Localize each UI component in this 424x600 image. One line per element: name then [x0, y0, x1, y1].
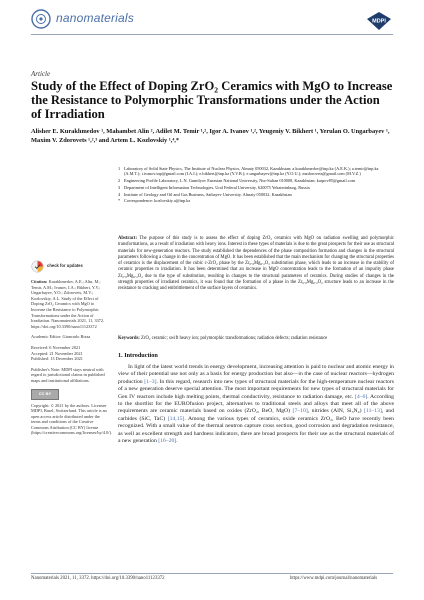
- intro-text: . Among the various types of ceramics, oxide ceramics ZrO₂, BeO have recently been recognized. With a small value of the thermal neutron capture cross section, good corrosion and degradation resistance, as well as excellent strength and hardness indicators, there are broad prospects for their use as the structural materials of a new generation: [118, 415, 394, 445]
- affiliation-mark: 4: [118, 191, 121, 197]
- journal-name[interactable]: nanomaterials: [56, 11, 134, 25]
- accepted-date: Accepted: 21 November 2021: [31, 350, 83, 356]
- article-title: Study of the Effect of Doping ZrO₂ Ceramics with MgO to Increase the Resistance to Polymorphic Transformations under the Action of Irradiation: [31, 79, 393, 122]
- keywords-text: ZrO₂ ceramic; swift heavy ion; polymorphic transformations; radiation defects; radiation resistance: [141, 336, 328, 341]
- intro-text: . According to the shortlist for the EUROfusion project, alternatives to traditional steels and alloys that meet all of the above requirements are ceramic materials based on oxides (ZrO₂, BeO, MgO): [118, 393, 394, 415]
- keywords-label: Keywords:: [118, 336, 140, 341]
- affiliation-text: Department of Intelligent Information Technologies, Ural Federal University, 620075 Yekaterinburg, Russia: [124, 184, 310, 190]
- published-date: Published: 13 December 2021: [31, 356, 83, 362]
- affiliation-mark: 2: [118, 178, 121, 183]
- intro-text: . In this regard, research into new types of structural materials for the high-temperature nuclear reactors of a new generation deserve special attention. The most important requirements for new types of structural materials for Gen IV reactors include high melting points, thermal conductivity, resistance to radiation damage, etc.: [118, 378, 394, 400]
- footer-journal-link[interactable]: https://www.mdpi.com/journal/nanomaterials: [290, 576, 378, 581]
- citation-link[interactable]: [14,15]: [167, 415, 185, 422]
- citation-link[interactable]: [16–20]: [158, 438, 177, 445]
- section-heading: 1. Introduction: [118, 352, 158, 359]
- affiliation-item: [118, 192, 394, 197]
- affiliation-item: [118, 185, 394, 190]
- author-list: Alisher E. Kurakhmedov ¹, Mahambet Alin ², Adilet M. Temir ¹,², Igor A. Ivanov ¹,², Yeugeniy V. Bikhert ¹, Yerulan O. Ungarbayev ¹, Maxim V. Zdorovets ¹,²,³ and Artem L. Kozlovskiy ¹,⁴,*: [31, 128, 390, 144]
- affiliation-text: Correspondence: kozlovskiy.a@inp.kz: [124, 198, 191, 204]
- citation-link[interactable]: [4–6]: [354, 393, 368, 400]
- affiliation-item: [118, 198, 394, 203]
- citation-link[interactable]: [7–10]: [292, 408, 308, 415]
- affiliation-mark: 3: [118, 184, 121, 190]
- article-type: Article: [31, 70, 51, 78]
- citation-block: [31, 279, 109, 329]
- affiliation-text: Engineering Profile Laboratory, L.N. Gumilyov Eurasian National University, Nur-Sultan 010008, Kazakhstan; karpov85@gmail.com: [124, 178, 356, 183]
- mdpi-logo-text: MDPI: [372, 18, 386, 25]
- abstract-text: The purpose of this study is to assess the effect of doping ZrO₂ ceramics with MgO on radiation swelling and polymorphic transformations, as a result of irradiation with heavy ions. Interest in these types of materials is due to the great prospects for their use as structural materials for new-generation reactors. The study established the dependences of the phase composition formation and changes in the structural parameters following a change in the concentration of MgO. It has been established that the main mechanism for changing the structural properties of ceramics is the displacement of the cubic c-ZrO₂ phase by the Zr₀.₈Mg₀.₂O₂ substitution phase, which leads to an increase in the stability of ceramic properties to irradiation. It has been determined that an increase in MgO concentration leads to the formation of an impurity phase Zr₀.₈Mg₀.₂O₂ due to the type of substitution, resulting in changes to the structural parameters of ceramics. During studies of changes in the strength properties of irradiated ceramics, it was found that the formation of a phase in the Zr₀.₈Mg₀.₂O₂ structure leads to an increase in the resistance to cracking and embrittlement of the surface layers of ceramics.: [118, 236, 395, 292]
- journal-logo-icon: [31, 9, 51, 29]
- affiliation-item: [118, 178, 394, 183]
- citation-label: Citation:: [31, 279, 48, 284]
- keywords: [118, 336, 394, 342]
- citation-link[interactable]: [11–13]: [364, 408, 382, 415]
- copyright-note: Copyright: © 2021 by the authors. Licensee MDPI, Basel, Switzerland. This article is an open access article distributed under the terms and conditions of the Creative Commons Attribution (CC BY) license (https://creativecommons.org/licenses/by/4.0/).: [31, 402, 112, 436]
- check-for-updates-button[interactable]: [31, 260, 109, 273]
- check-updates-icon: [31, 260, 44, 273]
- affiliations: [118, 166, 394, 205]
- article-info-sidebar: [31, 260, 112, 436]
- check-updates-label: check for updates: [47, 263, 83, 269]
- publisher-note: Publisher's Note: MDPI stays neutral with regard to jurisdictional claims in published maps and institutional affiliations.: [31, 366, 105, 383]
- journal-header: [0, 0, 424, 40]
- affiliation-text: Institute of Geology and Oil and Gas Business, Satbayev University, Almaty 050032, Kazakhstan: [124, 191, 292, 197]
- mdpi-logo-icon: [366, 11, 392, 31]
- intro-text: , nitrides (AlN, Si₃N₄): [307, 408, 365, 415]
- received-date: Received: 6 November 2021: [31, 344, 81, 350]
- footer-citation: Nanomaterials 2021, 11, 3372. https://doi.org/10.3390/nano11123372: [31, 576, 165, 581]
- citation-text: Kurakhmedov, A.E.; Alin, M.; Temir, A.M.; Ivanov, I.A.; Bikhert, Y.V.; Ungarbayev, Y.O.; Zdorovets, M.V.; Kozlovskiy, A.L. Study of the Effect of Doping ZrO₂ Ceramics with MgO to Increase the Resistance to Polymorphic Transformations under the Action of Irradiation. Nanomaterials 2021, 11, 3372. https://doi.org/10.3390/nano11123372: [31, 279, 105, 329]
- affiliation-mark: *: [118, 198, 121, 204]
- intro-text: In light of the latest world trends in energy development, increasing attention is paid to nuclear and atomic energy in view of their potential use not only as a basis for energy production but also—in the case of nuclear reactors—hydrogen production: [118, 364, 394, 385]
- intro-text: , and carbides (SiC, TaC): [118, 408, 394, 422]
- abstract: [118, 236, 394, 293]
- cc-license-badge[interactable]: CC BY: [31, 389, 59, 400]
- intro-text: .: [176, 438, 178, 445]
- academic-editor: Academic Editor: Giancarlo Rizza: [31, 334, 91, 340]
- introduction-paragraph: [118, 364, 394, 445]
- citation-link[interactable]: [1–3]: [144, 378, 157, 385]
- affiliation-text: Laboratory of Solid State Physics, The Institute of Nuclear Physics, Almaty 050032, Kazakhstan; a.kurakhmedov@inp.kz (A.E.K.); a.temir@inp.kz (A.M.T.); i.ivanov.inp@gmail.com (I.A.I.); e.bikhert@inp.kz (Y.V.B.); e.ungarbayev@inp.kz (Y.O.U.); mzdorovets@gmail.com (M.V.Z.): [124, 166, 379, 177]
- abstract-label: Abstract:: [118, 236, 138, 241]
- footer-divider: [31, 573, 393, 574]
- affiliation-mark: 1: [118, 166, 121, 171]
- header-divider: [31, 34, 393, 35]
- affiliation-item: [118, 166, 394, 176]
